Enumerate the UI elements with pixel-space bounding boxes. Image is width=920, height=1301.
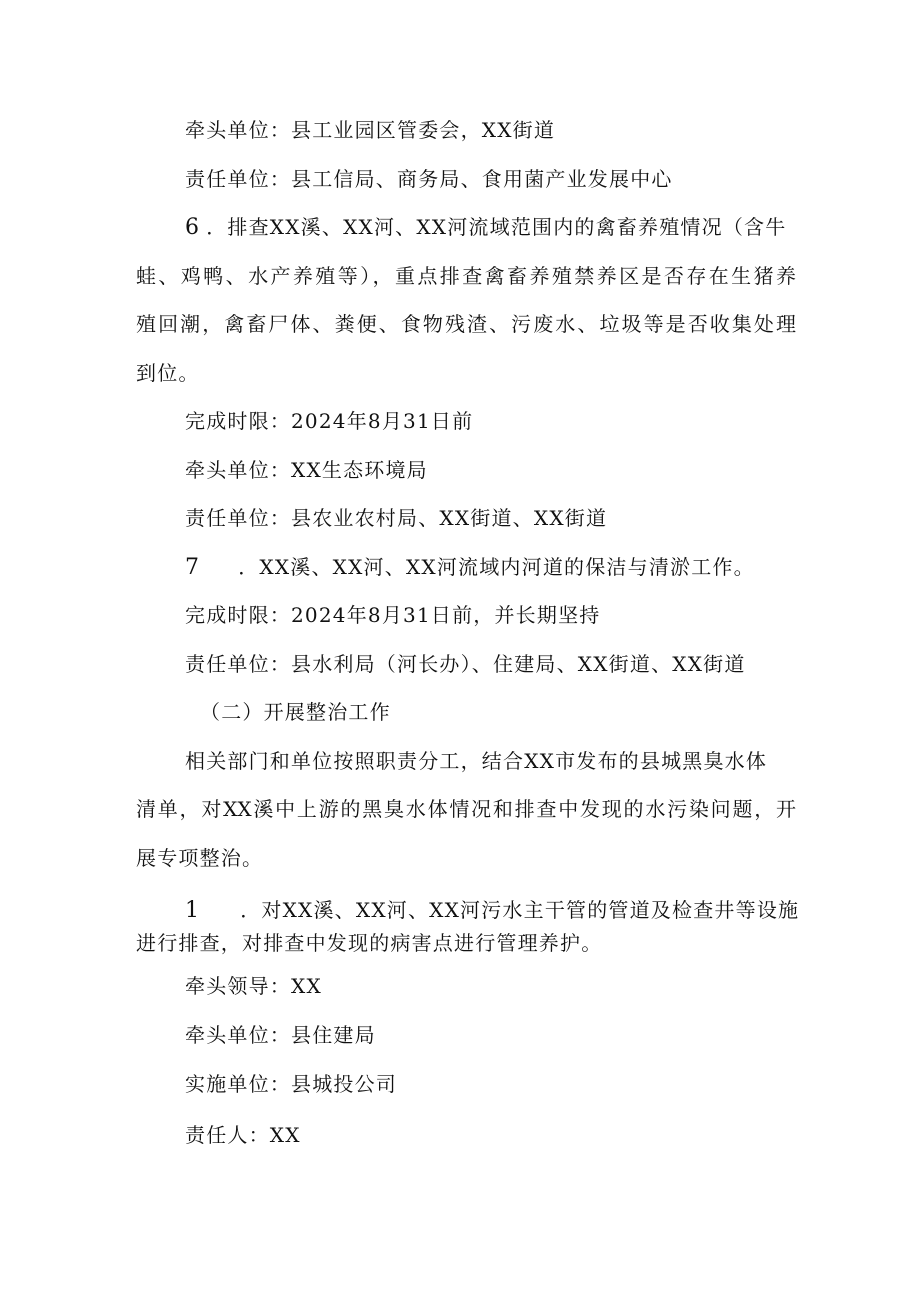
item-6-line-3: 殖回潮，禽畜尸体、粪便、食物残渣、污废水、垃圾等是否收集处理 bbox=[136, 312, 796, 336]
lead-unit-line-3: 牵头单位：县住建局 bbox=[185, 1023, 376, 1047]
deadline-line-1: 完成时限：2024年8月31日前 bbox=[185, 409, 474, 433]
lead-unit-line-2: 牵头单位：XX生态环境局 bbox=[185, 458, 428, 482]
implementing-unit-line: 实施单位：县城投公司 bbox=[185, 1072, 397, 1096]
responsible-unit-line-2: 责任单位：县农业农村局、XX街道、XX街道 bbox=[185, 506, 608, 530]
item-6-line-2: 蛙、鸡鸭、水产养殖等），重点排查禽畜养殖禁养区是否存在生猪养 bbox=[136, 264, 796, 288]
item-6-line-4: 到位。 bbox=[136, 361, 200, 385]
lead-leader-line: 牵头领导：XX bbox=[185, 974, 322, 998]
item-7-line bbox=[185, 554, 755, 581]
paragraph-line-3: 展专项整治。 bbox=[136, 846, 264, 870]
paragraph-line-2: 清单，对XX溪中上游的黑臭水体情况和排查中发现的水污染问题，开 bbox=[136, 797, 796, 821]
paragraph-line-1: 相关部门和单位按照职责分工，结合XX市发布的县城黑臭水体 bbox=[185, 749, 768, 773]
item-1-number: 1 bbox=[185, 898, 201, 923]
item-6-number: 6 bbox=[185, 215, 201, 240]
item-6-line-1 bbox=[185, 214, 786, 241]
deadline-line-2: 完成时限：2024年8月31日前，并长期坚持 bbox=[185, 603, 601, 627]
section-2-heading: （二）开展整治工作 bbox=[200, 700, 391, 724]
lead-unit-line-1: 牵头单位：县工业园区管委会，XX街道 bbox=[185, 118, 556, 142]
item-1-text-1: ．对XX溪、XX河、XX河污水主干管的管道及检查井等设施 bbox=[240, 898, 800, 922]
responsible-unit-line-1: 责任单位：县工信局、商务局、食用菌产业发展中心 bbox=[185, 167, 673, 191]
responsible-unit-line-3: 责任单位：县水利局（河长办）、住建局、XX街道、XX街道 bbox=[185, 652, 746, 676]
item-7-text: ．XX溪、XX河、XX河流域内河道的保洁与清淤工作。 bbox=[238, 555, 755, 579]
item-1-line-2: 进行排查，对排查中发现的病害点进行管理养护。 bbox=[136, 931, 603, 955]
item-6-text-1: ．排查XX溪、XX河、XX河流域范围内的禽畜养殖情况（含牛 bbox=[206, 215, 787, 239]
item-7-number: 7 bbox=[185, 555, 201, 580]
responsible-person-line: 责任人：XX bbox=[185, 1123, 301, 1147]
item-1-line-1 bbox=[185, 897, 799, 924]
